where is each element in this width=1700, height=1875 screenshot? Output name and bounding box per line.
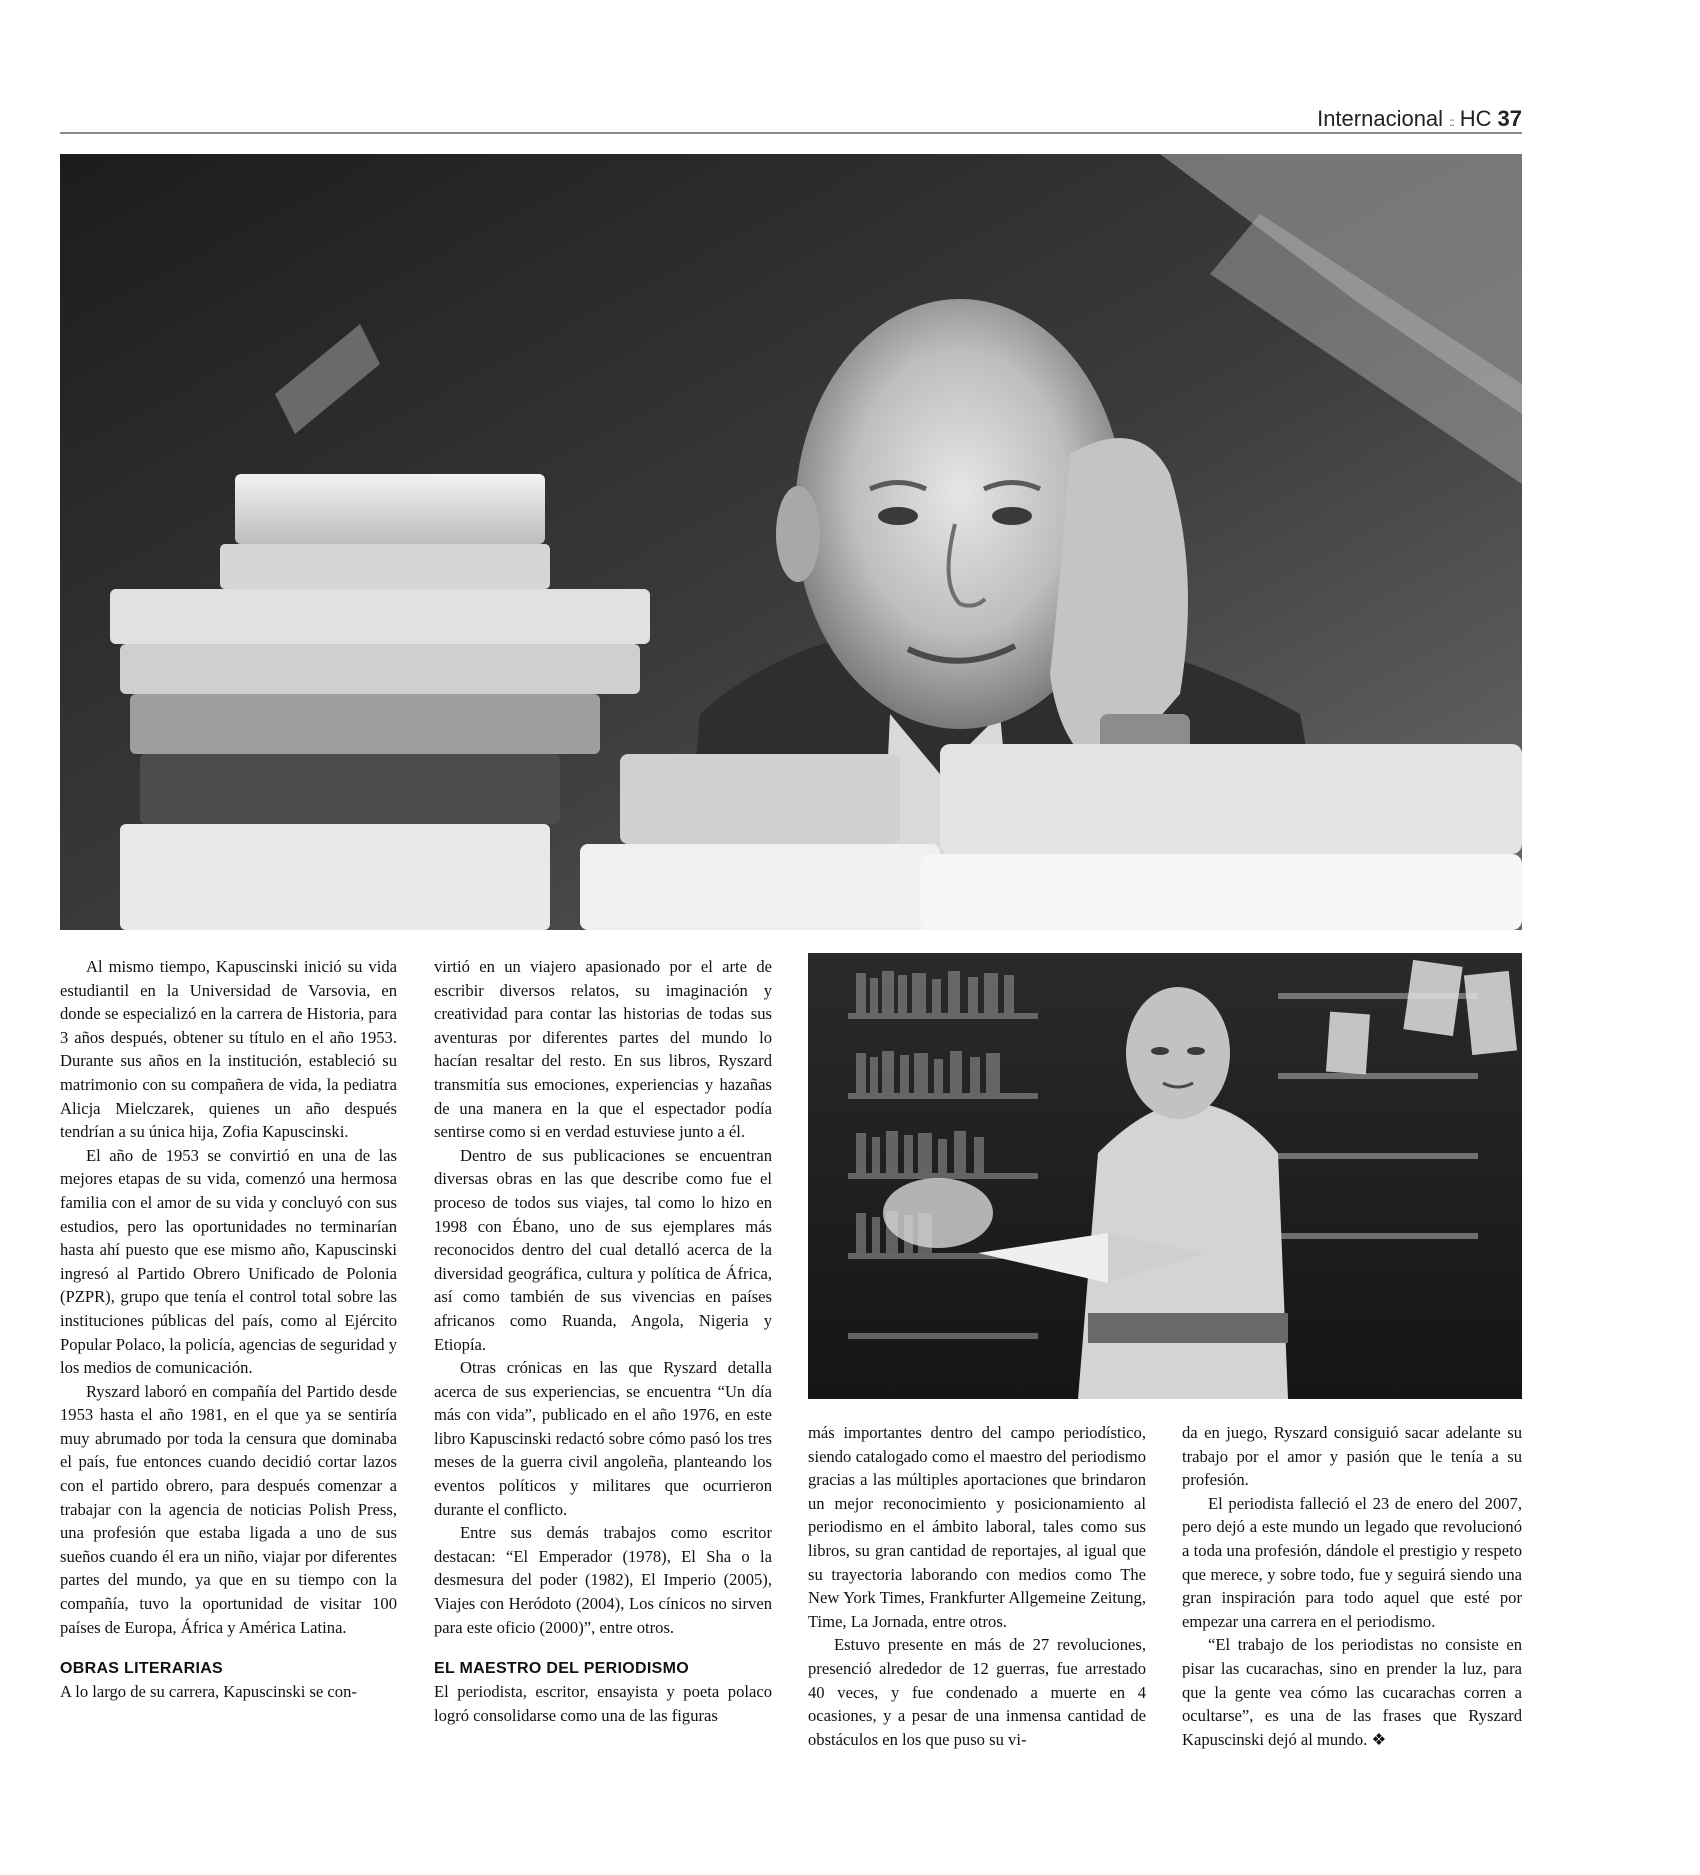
body-paragraph: más importantes dentro del campo periodístico, siendo catalogado como el maestro del periodismo gracias a las múltiples aportaciones que brindaron un mejor reconocimiento y posicionamiento al periodismo en el ámbito laboral, tales como sus libros, su gran cantidad de reportajes, al igual que su trayectoria laborando con medios como The New York Times, Frankfurter Allgemeine Zeitung, Time, La Jornada, entre otros.: [808, 1423, 1146, 1631]
article-column-1: [60, 955, 397, 1704]
main-photo: [60, 154, 1522, 930]
secondary-photo-illustration: [808, 953, 1522, 1399]
body-paragraph: Estuvo presente en más de 27 revoluciones, presenció alrededor de 12 guerras, fue arrestado 40 veces, y fue condenado a muerte en 4 ocasiones, y a pesar de una inmensa cantidad de obstáculos en los que puso su vi-: [808, 1635, 1146, 1749]
section-heading-maestro-periodismo: EL MAESTRO DEL PERIODISMO: [434, 1660, 689, 1678]
body-paragraph: Ryszard laboró en compañía del Partido desde 1953 hasta el año 1981, en el que ya se sentiría muy abrumado por toda la censura que dominaba el país, fue entonces cuando decidió cortar lazos con el partido obrero, para después comenzar a trabajar con la agencia de noticias Polish Press, una profesión que estaba ligada a uno de sus sueños cuando él era un niño, viajar por diferentes partes del mundo, ya que en su tiempo con la compañía, tuvo la oportunidad de visitar 100 países de Europa, África y América Latina.: [60, 1381, 397, 1637]
body-paragraph: [1182, 1633, 1522, 1751]
main-photo-illustration: [60, 154, 1522, 930]
secondary-photo: [808, 953, 1522, 1399]
end-mark-icon: ❖: [1371, 1729, 1387, 1749]
body-paragraph: El periodista, escritor, ensayista y poeta polaco logró consolidarse como una de las figuras: [434, 1682, 772, 1725]
body-paragraph: Dentro de sus publicaciones se encuentran diversas obras en las que describe como fue el proceso de todos sus viajes, tal como lo hizo en 1998 con Ébano, uno de sus ejemplares más reconocidos dentro del cual detalló acerca de la diversidad geográfica, cultura y política de África, así como también de sus vivencias en países africanos como Ruanda, Angola, Nigeria y Etiopía.: [434, 1145, 772, 1354]
header-folio: [1317, 106, 1522, 132]
page-header: [60, 104, 1522, 134]
body-paragraph: Al mismo tiempo, Kapuscinski inició su vida estudiantil en la Universidad de Varsovia, en donde se especializó en la carrera de Historia, para 3 años después, obtener su título en el año 1953. Durante sus años en la institución, estableció su matrimonio con su compañera de vida, la pediatra Alicja Mielczarek, quienes un año después tendrían a su única hija, Zofia Kapuscinski.: [60, 957, 397, 1142]
article-column-2: [434, 955, 772, 1727]
body-paragraph: virtió en un viajero apasionado por el arte de escribir diversos relatos, su imaginación y creatividad para contar las historias de todas sus aventuras por diferentes partes del mundo lo hacían resaltar del resto. En sus libros, Ryszard transmitía sus emociones, experiencias y hazañas de una manera en la que el espectador podía sentirse como si en verdad estuviese junto a él.: [434, 957, 772, 1142]
closing-quote-text: “El trabajo de los periodistas no consiste en pisar las cucarachas, sino en prender la luz, para que la gente vea cómo las cucarachas corren a ocultarse”, es una de las frases que Ryszard Kapuscinski dejó al mundo.: [1182, 1635, 1522, 1749]
body-paragraph: El año de 1953 se convirtió en una de las mejores etapas de su vida, comenzó una hermosa familia con el amor de su vida y concluyó con sus estudios, pero las oportunidades no terminarían hasta ahí puesto que ese mismo año, Kapuscinski ingresó al Partido Obrero Unificado de Polonia (PZPR), grupo que tenía el control total sobre las instituciones públicas del país, como al Ejército Popular Polaco, la policía, agencias de seguridad y los medios de comunicación.: [60, 1145, 397, 1378]
article-column-3: [808, 1421, 1146, 1751]
body-paragraph: A lo largo de su carrera, Kapuscinski se con-: [60, 1682, 357, 1702]
section-heading-obras-literarias: OBRAS LITERARIAS: [60, 1660, 224, 1678]
article-column-4: [1182, 1421, 1522, 1751]
publication-name: HC: [1459, 106, 1492, 131]
body-paragraph: Entre sus demás trabajos como escritor destacan: “El Emperador (1978), El Sha o la desmesura del poder (1982), El Imperio (2005), Viajes con Heródoto (2004), Los cínicos no sirven para este oficio (2000)”, entre otros.: [434, 1523, 772, 1637]
body-paragraph: Otras crónicas en las que Ryszard detalla acerca de sus experiencias, se encuentra “Un día más con vida”, publicado en el año 1976, en este libro Kapuscinski redactó sobre cómo pasó los tres meses de la guerra civil angoleña, planteando los eventos políticos y militares que ocurrieron durante el conflicto.: [434, 1358, 772, 1519]
body-paragraph: da en juego, Ryszard consiguió sacar adelante su trabajo por el amor y pasión que le tenía a su profesión.: [1182, 1423, 1522, 1490]
header-separator: ::: [1449, 115, 1454, 129]
body-paragraph: El periodista falleció el 23 de enero del 2007, pero dejó a este mundo un legado que revolucionó a toda una profesión, dándole el prestigio y respeto que merece, y sobre todo, fue y seguirá siendo una gran inspiración para todo aquel que esté por empezar una carrera en el periodismo.: [1182, 1493, 1522, 1631]
page-number: 37: [1497, 106, 1522, 131]
section-name: Internacional: [1317, 106, 1444, 131]
